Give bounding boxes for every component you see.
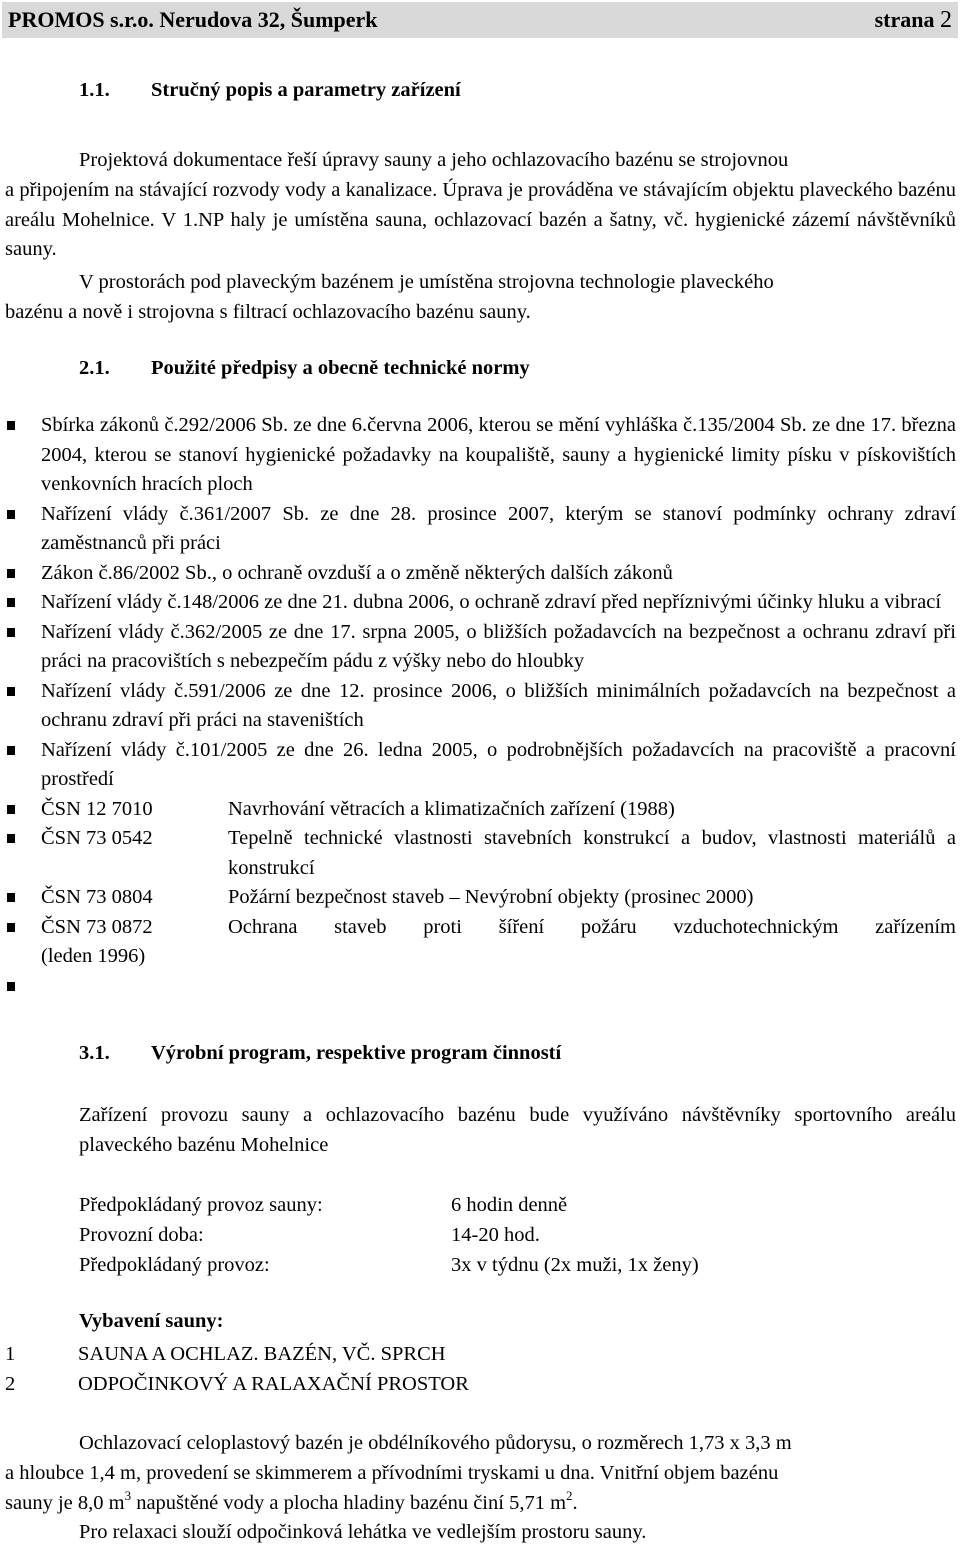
- section-1-title-text: Stručný popis a parametry zařízení: [151, 79, 461, 101]
- relax-line: Pro relaxaci slouží odpočinková lehátka ve vedlejším prostoru sauny.: [79, 1521, 647, 1543]
- param-row: [79, 1190, 956, 1220]
- csn-desc: Navrhování větracích a klimatizačních zařízení (1988): [228, 797, 675, 820]
- list-item: Nařízení vlády č.362/2005 ze dne 17. srpna 2005, o bližších požadavcích na bezpečnost a ochranu zdraví při práci na pracovištích s nebezpečím pádu z výšky nebo do hloubky: [0, 618, 960, 677]
- section-2-number: 2.1.: [79, 357, 110, 379]
- equipment-item: [5, 1339, 956, 1369]
- header-company: PROMOS s.r.o. Nerudova 32, Šumperk: [8, 7, 378, 32]
- equipment-title: Vybavení sauny:: [79, 1310, 224, 1332]
- list-item: Nařízení vlády č.361/2007 Sb. ze dne 28. prosince 2007, kterým se stanoví podmínky ochrany zdraví zaměstnanců při práci: [0, 500, 960, 559]
- csn-code: ČSN 12 7010: [41, 797, 153, 820]
- pool-end: .: [572, 1492, 578, 1514]
- bullet-square-icon: [7, 834, 15, 843]
- bullet-square-icon: [7, 982, 15, 991]
- param-value: 14-20 hod.: [451, 1224, 540, 1246]
- csn-item: [0, 913, 960, 972]
- header-page-label: strana: [874, 6, 935, 32]
- list-item: Nařízení vlády č.101/2005 ze dne 26. ledna 2005, o podrobnějších požadavcích na pracoviště a pracovní prostředí: [0, 736, 960, 795]
- equipment-number: 2: [5, 1373, 16, 1395]
- list-item: Sbírka zákonů č.292/2006 Sb. ze dne 6.června 2006, kterou se mění vyhláška č.135/2004 Sb. ze dne 17. března 2004, kterou se stanoví hygienické požadavky na koupaliště, sauny a hygienické limity písku v pískovištích venkovních hracích ploch: [0, 411, 960, 500]
- bullet-square-icon: [7, 687, 15, 696]
- param-label: Předpokládaný provoz:: [79, 1254, 270, 1276]
- pool-sup-cubic: 3: [124, 1488, 132, 1503]
- regulations-list: [0, 411, 960, 1001]
- section-2-title-text: Použité předpisy a obecně technické normy: [151, 357, 530, 379]
- csn-code: ČSN 73 0542: [41, 827, 153, 849]
- bullet-square-icon: [7, 598, 15, 607]
- bullet-square-icon: [7, 746, 15, 755]
- csn-item: [0, 883, 960, 913]
- list-item: Zákon č.86/2002 Sb., o ochraně ovzduší a o změně některých dalších zákonů: [0, 559, 960, 589]
- csn-code: ČSN 73 0804: [41, 886, 153, 908]
- section-1-title: [79, 79, 461, 102]
- bullet-square-icon: [7, 421, 15, 430]
- csn-code: ČSN 73 0872: [41, 915, 153, 938]
- header-page-number: 2: [940, 6, 952, 33]
- equipment-number: 1: [5, 1343, 16, 1365]
- bullet-square-icon: [7, 805, 15, 814]
- section-3-title-text: Výrobní program, respektive program činností: [151, 1042, 562, 1064]
- section-1-para2-line1: V prostorách pod plaveckým bazénem je umístěna strojovna technologie plaveckého: [79, 271, 774, 293]
- bullet-square-icon: [7, 569, 15, 578]
- list-item-empty: [0, 972, 960, 1002]
- equipment-label: ODPOČINKOVÝ A RALAXAČNÍ PROSTOR: [78, 1373, 469, 1395]
- pool-line-2: a hloubce 1,4 m, provedení se skimmerem a přívodními tryskami u dna. Vnitřní objem bazénu: [5, 1462, 779, 1484]
- section-3-number: 3.1.: [79, 1042, 110, 1064]
- section-1-para1-line1: Projektová dokumentace řeší úpravy sauny a jeho ochlazovacího bazénu se strojovnou: [79, 149, 789, 171]
- param-label: Provozní doba:: [79, 1224, 204, 1246]
- param-value: 6 hodin denně: [451, 1194, 568, 1216]
- pool-line-3: [5, 1489, 956, 1519]
- bullet-square-icon: [7, 893, 15, 902]
- bullet-square-icon: [7, 923, 15, 932]
- param-value: 3x v týdnu (2x muži, 1x ženy): [451, 1254, 699, 1276]
- header-page: [875, 7, 952, 34]
- section-3-intro: Zařízení provozu sauny a ochlazovacího bazénu bude využíváno návštěvníky sportovního areálu plaveckého bazénu Mohelnice: [79, 1104, 956, 1156]
- list-item: Nařízení vlády č.148/2006 ze dne 21. dubna 2006, o ochraně zdraví před nepříznivými účinky hluku a vibrací: [0, 588, 960, 618]
- section-1-para1-rest: a připojením na stávající rozvody vody a kanalizace. Úprava je prováděna ve stávajícím objektu plaveckého bazénu areálu Mohelnice. V 1.NP haly je umístěna sauna, ochlazovací bazén a šatny, vč. hygienické zázemí návštěvníků sauny.: [5, 179, 956, 260]
- section-2-title: [79, 357, 530, 380]
- csn-desc: Tepelně technické vlastnosti stavebních konstrukcí a budov, vlastnosti materiálů a konstrukcí: [228, 827, 956, 879]
- section-3-title: [79, 1042, 561, 1065]
- csn-desc-continued: (leden 1996): [41, 945, 146, 967]
- csn-desc: Požární bezpečnost staveb – Nevýrobní objekty (prosinec 2000): [228, 886, 754, 908]
- section-1-number: 1.1.: [79, 79, 110, 101]
- pool-volume-text: sauny je 8,0 m: [5, 1492, 125, 1514]
- pool-line-1: Ochlazovací celoplastový bazén je obdélníkového půdorysu, o rozměrech 1,73 x 3,3 m: [79, 1432, 792, 1454]
- bullet-square-icon: [7, 628, 15, 637]
- param-label: Předpokládaný provoz sauny:: [79, 1194, 323, 1216]
- csn-desc: Ochrana staveb proti šíření požáru vzduchotechnickým zařízením: [228, 915, 956, 938]
- list-item: Nařízení vlády č.591/2006 ze dne 12. prosince 2006, o bližších minimálních požadavcích na bezpečnost a ochranu zdraví při práci na staveništích: [0, 677, 960, 736]
- page-header: [2, 2, 958, 38]
- csn-item: [0, 824, 960, 883]
- equipment-list: [5, 1339, 956, 1399]
- section-1-para2-rest: bazénu a nově i strojovna s filtrací ochlazovacího bazénu sauny.: [5, 301, 531, 323]
- param-row: [79, 1250, 956, 1280]
- operation-params: [79, 1190, 956, 1280]
- equipment-item: [5, 1369, 956, 1399]
- bullet-square-icon: [7, 510, 15, 519]
- param-row: [79, 1220, 956, 1250]
- equipment-label: SAUNA A OCHLAZ. BAZÉN, VČ. SPRCH: [78, 1343, 446, 1365]
- pool-area-text: napuštěné vody a plocha hladiny bazénu činí 5,71 m: [131, 1492, 567, 1514]
- csn-item: [0, 795, 960, 825]
- pool-sup-square: 2: [566, 1488, 573, 1503]
